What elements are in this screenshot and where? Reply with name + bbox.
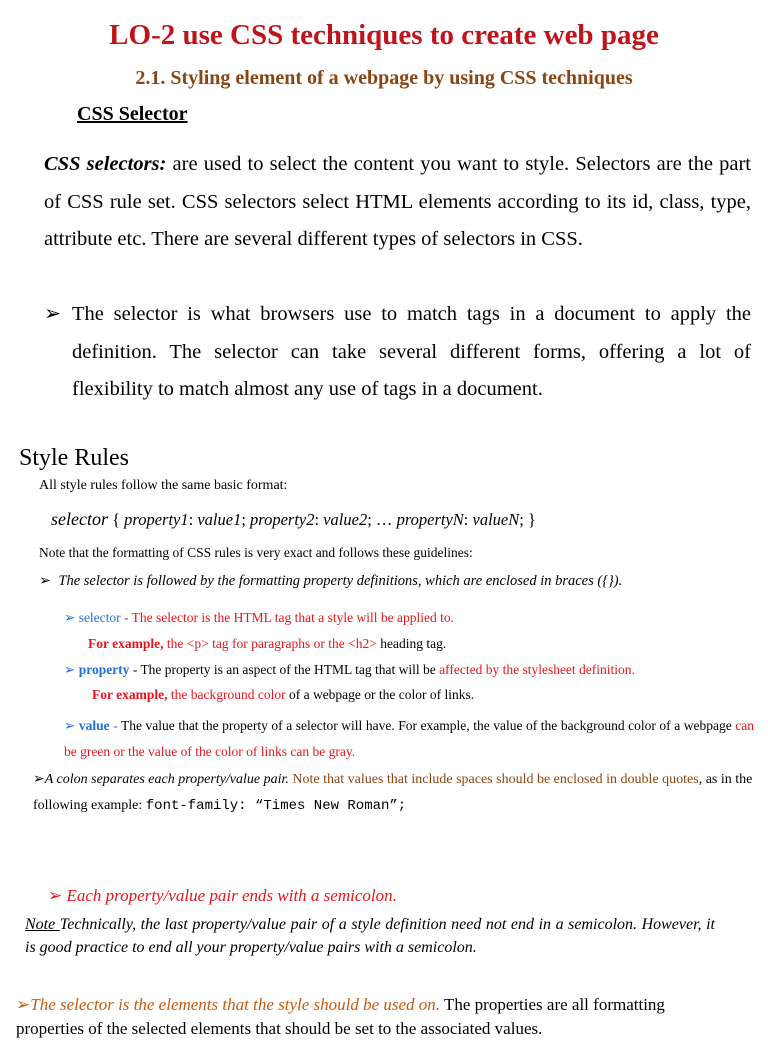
syntax-selector: selector: [51, 509, 108, 529]
css-selector-heading: CSS Selector: [77, 103, 188, 125]
intro-text: are used to select the content you want to style. Selectors are the part of CSS rule set. CSS selectors select HTML elements according to its id, class, type, attribute etc. There are several different types of selectors in CSS.: [44, 153, 751, 251]
semicolon-bullet-text: Each property/value pair ends with a semicolon.: [66, 886, 397, 905]
colon-bullet: [33, 767, 755, 819]
colon-bullet-black: , as in the following example:: [33, 772, 753, 813]
property-definition: [64, 662, 635, 678]
value-dash: -: [109, 718, 121, 733]
value-desc-red: can be green or the value of the color of links can be gray.: [64, 718, 755, 759]
property-term: property: [78, 662, 130, 677]
selector-example-red: the <p> tag for paragraphs or the <h2>: [163, 636, 377, 651]
selector-term: selector: [78, 610, 121, 625]
style-rules-heading: Style Rules: [19, 445, 130, 471]
selector-example: [88, 636, 446, 652]
value-desc: The value that the property of a selector will have. For example, the value of the background color of a webpage: [121, 718, 736, 733]
syntax-close: ; }: [519, 510, 536, 529]
note-label: Note: [25, 916, 60, 933]
colon-bullet-italic: A colon separates each property/value pair.: [44, 772, 289, 787]
colon-bullet-brown: Note that values that include spaces should be enclosed in double quotes: [288, 772, 699, 787]
selector-example-lead: For example,: [88, 636, 164, 651]
braces-bullet-text: The selector is followed by the formatting property definitions, which are enclosed in braces ({}).: [58, 573, 623, 589]
last-bullet-rest: The properties are all formatting properties of the selected elements that should be set to the associated values.: [16, 995, 665, 1038]
page-title: LO-2 use CSS techniques to create web page: [109, 19, 659, 51]
bullet-arrow-icon: ➢: [48, 886, 63, 905]
bullet-arrow-icon: ➢: [39, 573, 52, 589]
rule-syntax: selector { property1: value1; property2: value2; … propertyN: valueN; }: [51, 509, 536, 529]
technical-note: [25, 913, 715, 959]
value-term: value: [78, 718, 110, 733]
bullet-arrow-icon: ➢: [16, 995, 31, 1014]
note-text: Technically, the last property/value pair of a style definition need not end in a semicolon. However, it is good practice to end all your property/value pairs with a semicolon.: [25, 916, 716, 956]
syntax-ellipsis: ; …: [367, 510, 397, 529]
bullet-arrow-icon: ➢: [64, 718, 76, 733]
syntax-p2: property2: [250, 510, 315, 529]
semicolon-bullet: [48, 886, 397, 906]
property-desc: - The property is an aspect of the HTML tag that will be: [129, 662, 440, 677]
syntax-pn: propertyN: [396, 510, 464, 529]
syntax-v2: value2: [323, 510, 368, 529]
syntax-p1: property1: [124, 510, 189, 529]
selector-definition: [64, 610, 454, 626]
bullet-arrow-icon: ➢: [64, 662, 76, 677]
selector-desc: - The selector is the HTML tag that a style will be applied to.: [120, 610, 454, 625]
selector-bullet-text: The selector is what browsers use to match tags in a document to apply the definition. The selector can take several different forms, offering a lot of flexibility to match almost any use of tags in a document.: [72, 303, 751, 401]
selector-bullet: [44, 296, 751, 409]
property-example-red: the background color: [167, 687, 286, 702]
bullet-arrow-icon: ➢: [64, 610, 76, 625]
intro-paragraph: [44, 146, 751, 259]
property-example-rest: of a webpage or the color of links.: [285, 687, 475, 702]
bullet-arrow-icon: ➢: [44, 303, 62, 325]
selector-elements-bullet: [16, 993, 716, 1041]
property-desc-red: affected by the stylesheet definition.: [439, 662, 635, 677]
bullet-arrow-icon: ➢: [33, 772, 45, 787]
section-subtitle: 2.1. Styling element of a webpage by using CSS techniques: [135, 67, 633, 89]
property-example: [92, 687, 474, 703]
property-example-lead: For example,: [92, 687, 168, 702]
selector-example-rest: heading tag.: [376, 636, 447, 651]
syntax-vn: valueN: [472, 510, 520, 529]
syntax-open: {: [107, 510, 125, 529]
syntax-v1: value1: [197, 510, 242, 529]
code-example: font-family: “Times New Roman”;: [145, 798, 407, 814]
value-definition: [64, 713, 754, 765]
braces-bullet: [39, 573, 622, 590]
style-rules-intro: All style rules follow the same basic format:: [39, 478, 288, 493]
intro-lead: CSS selectors:: [44, 153, 167, 175]
guidelines-note: Note that the formatting of CSS rules is very exact and follows these guidelines:: [39, 545, 473, 560]
last-bullet-italic: The selector is the elements that the style should be used on.: [30, 995, 441, 1014]
